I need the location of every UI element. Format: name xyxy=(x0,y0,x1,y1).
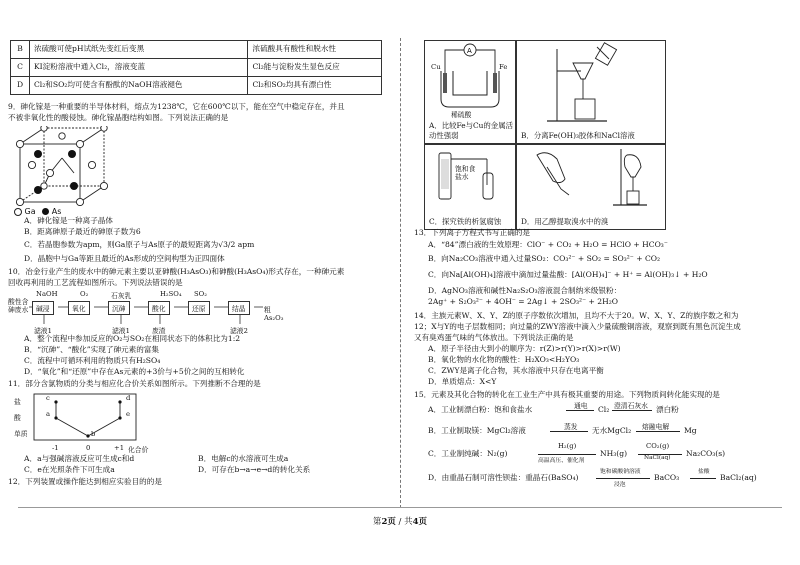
q15d-mid: BaCO₃ xyxy=(654,473,680,482)
q15c-cond2: CO₂(g) xyxy=(646,442,670,450)
label-dilute-acid: 稀硫酸 xyxy=(451,111,472,119)
q15-option-d xyxy=(428,468,778,490)
q13-option-a: A．“84”漂白液的生效原理：ClO⁻ + CO₂ + H₂O = HClO + HCO₃⁻ xyxy=(428,240,668,249)
table-row xyxy=(11,41,382,59)
q15d-cond1: 饱和碳酸钠溶液 xyxy=(600,469,641,475)
q14-stem-line1: 14．主族元素W、X、Y、Z的原子序数依次增加，且均不大于20。W、X、Y、Z的族序数之和为 xyxy=(414,311,739,320)
process-flow xyxy=(8,290,288,336)
xlabel-plus1: +1 xyxy=(114,444,125,452)
table-row xyxy=(11,77,382,95)
q15c-cond1: H₂(g) xyxy=(558,442,577,450)
table-row xyxy=(11,59,382,77)
point-b-label: b xyxy=(91,430,96,438)
q9-option-d: D．晶胞中与Ga等距且最近的As形成的空间构型为正四面体 xyxy=(24,254,225,263)
point-a-label: a xyxy=(46,410,51,418)
flow-product: 粗As₂O₃ xyxy=(264,306,284,322)
q15a-mid: Cl₂ xyxy=(598,405,610,414)
row-explanation: 浓硫酸具有酸性和脱水性 xyxy=(248,41,382,59)
arrow-line xyxy=(636,431,680,432)
footer-separator: / 共 xyxy=(395,517,413,527)
step-crystallize: 结晶 xyxy=(228,301,250,315)
label-fe: Fe xyxy=(499,63,508,71)
crystal-cell-diagram xyxy=(16,126,112,206)
legend-as: As xyxy=(51,207,62,216)
xlabel-minus1: -1 xyxy=(52,444,59,452)
row-explanation: Cl₂能与淀粉发生显色反应 xyxy=(248,59,382,77)
q14-stem-line3: 又有臭鸡蛋气味的气体放出。下列说法正确的是 xyxy=(414,333,574,342)
q15c-end: Na₂CO₃(s) xyxy=(686,449,726,458)
left-column xyxy=(8,40,386,486)
row-phenomenon: Cl₂和SO₂均可使含有酚酞的NaOH溶液褪色 xyxy=(30,77,248,95)
q10-option-c: C．流程中可循环利用的物质只有H₂SO₄ xyxy=(24,356,161,365)
q14-stem-line2: 12；X与Y的电子层数相同；向过量的ZWY溶液中滴入少量硫酸铜溶液，观察到既有黑色沉淀生成 xyxy=(414,322,741,331)
q14-option-b: B．氧化物的水化物的酸性：H₂XO₃<H₂YO₃ xyxy=(428,355,580,364)
crystal-legend xyxy=(14,207,61,216)
q11-option-b: B．电解c的水溶液可生成a xyxy=(198,454,289,463)
q9-stem-line2: 不被非氧化性的酸侵蚀。砷化镓晶胞结构如图。下列说法正确的是 xyxy=(8,113,229,122)
q9-option-b: B．距离砷原子最近的砷原子数为6 xyxy=(24,227,141,236)
ylabel-salt: 盐 xyxy=(14,398,21,406)
q13-option-d-equation: 2Ag⁺ + S₂O₃²⁻ + 4OH⁻ = 2Ag↓ + 2SO₃²⁻ + 2H₂O xyxy=(428,297,619,306)
ga-legend-icon xyxy=(14,208,22,216)
q14-option-a: A．原子半径由大到小的顺序为：r(Z)>r(Y)>r(X)>r(W) xyxy=(428,344,621,353)
ylabel-element: 单质 xyxy=(14,430,28,438)
step-acidify: 酸化 xyxy=(148,301,170,315)
as-legend-icon xyxy=(42,208,49,215)
q13-option-c: C．向Na[Al(OH)₄]溶液中滴加过量盐酸：[Al(OH)₄]⁻ + H⁺ = Al(OH)₃↓ + H₂O xyxy=(428,270,708,279)
arrow-line xyxy=(566,410,594,411)
q15d-start: D．由重晶石制可溶性钡盐：重晶石(BaSO₄) xyxy=(428,473,579,482)
q15d-cond1b: 浸泡 xyxy=(614,482,626,488)
q10-option-b: B．“沉砷”、“酸化”实现了砷元素的富集 xyxy=(24,345,160,354)
q15a-cond1: 通电 xyxy=(574,402,588,410)
q12-options-grid xyxy=(424,40,760,230)
q15c-start: C．工业制纯碱：N₂(g) xyxy=(428,449,508,458)
q15b-cond1: 蒸发 xyxy=(564,423,578,431)
q15d-cond2: 盐酸 xyxy=(698,469,710,475)
reagent-lime: 石灰乳 xyxy=(111,292,132,300)
valence-diagram xyxy=(14,392,154,452)
q13-option-b: B．向Na₂CO₃溶液中通入过量SO₂：CO₃²⁻ + SO₂ = SO₃²⁻ + CO₂ xyxy=(428,254,661,263)
step-oxidize: 氧化 xyxy=(68,301,90,315)
q15-option-b xyxy=(428,423,778,441)
row-letter: D xyxy=(11,77,30,95)
row-phenomenon: KI淀粉溶液中通入Cl₂，溶液变蓝 xyxy=(30,59,248,77)
legend-ga: Ga xyxy=(24,207,36,216)
q9-option-c: C．若晶胞参数为apm，则Ga原子与As原子的最短距离为√3/2 apm xyxy=(24,240,255,249)
q12-stem: 12．下列装置或操作能达到相应实验目的的是 xyxy=(8,477,162,486)
row-letter: B xyxy=(11,41,30,59)
filtration-diagram xyxy=(517,41,665,125)
row-explanation: Cl₂和SO₂均具有漂白性 xyxy=(248,77,382,95)
q15c-cond2b: NaCl(aq) xyxy=(644,455,671,461)
q15b-mid: 无水MgCl₂ xyxy=(592,426,632,435)
column-divider xyxy=(400,38,401,508)
reagent-o2: O₂ xyxy=(80,290,89,298)
arrow-line xyxy=(612,410,652,411)
q11-option-a: A．a与强碱溶液反应可生成c和d xyxy=(24,454,135,463)
galvanic-cell-diagram xyxy=(425,41,515,111)
flow-input: 酸性含砷废水 xyxy=(8,298,29,314)
q12-cell-d xyxy=(516,144,666,230)
step-reduce: 还原 xyxy=(188,301,210,315)
q15a-end: 漂白粉 xyxy=(656,405,679,414)
options-table xyxy=(10,40,382,95)
q15b-start: B．工业制取镁：MgCl₂溶液 xyxy=(428,426,526,435)
q13-option-d: D．AgNO₃溶液和碱性Na₂S₂O₃溶液混合制纳米级银粉： xyxy=(428,286,622,295)
footer-rule xyxy=(18,507,782,508)
q15c-cond1b: 高温高压、催化剂 xyxy=(538,458,585,464)
page-footer xyxy=(0,515,800,527)
q9-stem-line1: 9．砷化镓是一种重要的半导体材料，熔点为1238℃，它在600℃以下，能在空气中稳定存在，并且 xyxy=(8,102,345,111)
q15b-end: Mg xyxy=(684,426,697,435)
ylabel-acid: 酸 xyxy=(14,414,21,422)
total-pages: 4页 xyxy=(412,517,428,527)
q11-option-c: C．e在光照条件下可生成a xyxy=(24,465,115,474)
q12-cell-c xyxy=(424,144,516,230)
step-alkali: 碱浸 xyxy=(32,301,54,315)
q15c-mid: NH₃(g) xyxy=(600,449,628,458)
q9-option-a: A．砷化镓是一种离子晶体 xyxy=(24,216,114,225)
footer-prefix: 第 xyxy=(372,517,382,527)
q14-option-d: D．单质熔点：X<Y xyxy=(428,377,497,386)
current-page: 2页 xyxy=(381,517,396,527)
q10-option-a: A．整个流程中参加反应的O₂与SO₂在相同状态下的体积比为1:2 xyxy=(24,334,241,343)
q10-option-d: D．“氧化”和“还原”中存在As元素的+3价与+5价之间的互相转化 xyxy=(24,367,245,376)
arrow-line xyxy=(690,478,716,479)
output-filtrate2: 滤液2 xyxy=(230,327,248,335)
q15-option-a xyxy=(428,402,778,420)
q12-cell-b xyxy=(516,40,666,144)
svg-text:A: A xyxy=(467,47,472,55)
q15b-cond2: 熔融电解 xyxy=(642,423,670,431)
q15d-end: BaCl₂(aq) xyxy=(720,473,757,482)
q12-option-a: A．比较Fe与Cu的金属活动性强弱 xyxy=(429,121,513,140)
label-cu: Cu xyxy=(431,63,441,71)
x-axis-unit: 化合价 xyxy=(128,446,149,454)
q13-stem: 13．下列离子方程式书写正确的是 xyxy=(414,228,530,237)
extraction-diagram xyxy=(517,145,665,209)
output-residue: 废渣 xyxy=(152,327,166,335)
q11-option-d: D．可存在b→a→e→d的转化关系 xyxy=(198,465,311,474)
q15a-cond2: 澄清石灰水 xyxy=(614,402,648,410)
point-e-label: e xyxy=(126,410,131,418)
q12-option-b: B．分离Fe(OH)₃胶体和NaCl溶液 xyxy=(521,131,635,140)
label-brine: 饱和食盐水 xyxy=(455,165,476,181)
q15-stem: 15．元素及其化合物的转化在工业生产中具有极其重要的用途。下列物质间转化能实现的是 xyxy=(414,390,720,399)
xlabel-0: 0 xyxy=(86,444,91,452)
q11-stem: 11．部分含氯物质的分类与相应化合价关系如图所示。下列推断不合理的是 xyxy=(8,379,261,388)
output-filtrate1b: 滤液1 xyxy=(112,327,130,335)
point-c-label: c xyxy=(46,394,50,402)
step-precipitate: 沉砷 xyxy=(108,301,130,315)
reagent-h2so4: H₂SO₄ xyxy=(160,290,182,298)
arrow-line xyxy=(550,431,588,432)
q12-cell-a xyxy=(424,40,516,144)
reagent-naoh: NaOH xyxy=(36,290,58,298)
point-d-label: d xyxy=(126,394,131,402)
q14-option-c: C．ZWY是离子化合物，其水溶液中只存在电离平衡 xyxy=(428,366,604,375)
row-phenomenon: 浓硫酸可使pH试纸先变红后变黑 xyxy=(30,41,248,59)
q12-option-d: D．用乙醇提取溴水中的溴 xyxy=(521,217,609,226)
row-letter: C xyxy=(11,59,30,77)
q15a-start: A．工业制漂白粉：饱和食盐水 xyxy=(428,405,533,414)
q12-option-c: C．探究铁的析氢腐蚀 xyxy=(429,217,502,226)
output-filtrate1: 滤液1 xyxy=(34,327,52,335)
q10-stem-line2: 回收再利用的工艺流程如图所示。下列说法错误的是 xyxy=(8,278,183,287)
reagent-so2: SO₂ xyxy=(194,290,207,298)
q15-option-c xyxy=(428,444,778,466)
q10-stem-line1: 10．冶金行业产生的废水中的砷元素主要以亚砷酸(H₃AsO₃)和砷酸(H₃AsO₄)形式存在，一种砷元素 xyxy=(8,267,345,276)
